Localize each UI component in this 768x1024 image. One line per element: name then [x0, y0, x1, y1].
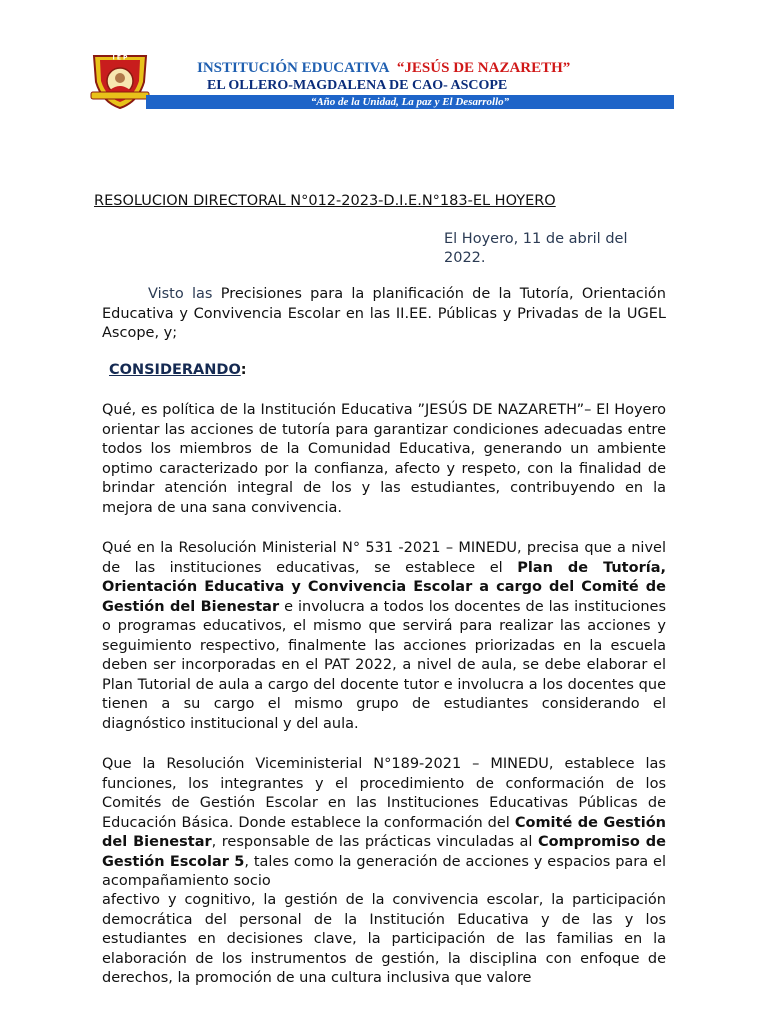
paragraph-3-continued: afectivo y cognitivo, la gestión de la convivencia escolar, la participación democrática del personal de la Institución Educativa y de las y los estudiantes en decisiones clave, la participación de las familias en la elaboración de los instrumentos de gestión, la disciplina con enfoque de derechos, la promoción de una cultura inclusiva que valore	[102, 892, 666, 986]
letterhead	[0, 0, 768, 120]
institution-prefix: INSTITUCIÓN EDUCATIVA	[197, 60, 390, 76]
school-crest-logo	[88, 52, 152, 110]
paragraph-3-bold-comite: Comité de Gestión del Bienestar	[102, 814, 666, 850]
paragraph-3-text-a: Que la Resolución Viceministerial N°189-2021 – MINEDU, establece las funciones, los integrantes y el procedimiento de conformación de los Comités de Gestión Escolar en las Instituciones Educativas Públicas de Educación Básica. Donde establece la conformación del	[102, 756, 666, 831]
visto-lead: Visto las	[148, 286, 213, 302]
visto-text: Precisiones para la planificación de la Tutoría, Orientación Educativa y Convivencia Escolar en las II.EE. Públicas y Privadas de la UGEL Ascope, y;	[102, 286, 666, 341]
institution-name: “JESÚS DE NAZARETH”	[396, 60, 571, 76]
paragraph-3-text-c: , responsable de las prácticas vinculadas al	[211, 834, 538, 850]
paragraph-3	[102, 755, 666, 892]
paragraph-2-bold-plan: Plan de Tutoría, Orientación Educativa y Convivencia Escolar a cargo del Comité de Gestión del Bienestar	[102, 559, 666, 615]
paragraph-3-bold-compromiso: Compromiso de Gestión Escolar 5	[102, 834, 666, 870]
considerando-heading	[109, 362, 247, 378]
considerando-label: CONSIDERANDO	[109, 362, 241, 378]
considerando-colon: :	[240, 362, 247, 378]
paragraph-1: Qué, es política de la Institución Educativa ”JESÚS DE NAZARETH”– El Hoyero orientar las acciones de tutoría para garantizar condiciones adecuadas entre todos los miembros de la Comunidad Educativa, generando un ambiente optimo caracterizado por la confianza, afecto y respeto, con la finalidad de brindar atención integral de los y las estudiantes, contribuyendo en la mejora de una sana convivencia.	[102, 402, 666, 516]
visto-paragraph	[102, 285, 666, 344]
paragraph-2-text-a: Qué en la Resolución Ministerial N° 531 -2021 – MINEDU, precisa que a nivel de las instituciones educativas, se establece el	[102, 540, 666, 576]
resolution-title: RESOLUCION DIRECTORAL N°012-2023-D.I.E.N°183-EL HOYERO	[94, 193, 556, 209]
motto-text: “Año de la Unidad, La paz y El Desarrollo”	[310, 96, 510, 108]
motto-banner	[146, 95, 674, 109]
paragraph-2	[102, 539, 666, 734]
document-date: El Hoyero, 11 de abril del 2022.	[444, 231, 628, 266]
institution-location: EL OLLERO-MAGDALENA DE CAO- ASCOPE	[207, 78, 508, 93]
paragraph-3-text-e: , tales como la generación de acciones y espacios para el acompañamiento socio	[102, 853, 666, 889]
paragraph-2-text-c: e involucra a todos los docentes de las instituciones o programas educativos, el mismo que servirá para realizar las acciones y seguimiento respectivo, finalmente las acciones priorizadas en la escuela deben ser incorporadas en el PAT 2022, a nivel de aula, se debe elaborar el Plan Tutorial de aula a cargo del docente tutor e involucra a los docentes que tienen a su cargo el mismo grupo de estudiantes considerando el diagnóstico institucional y del aula.	[102, 598, 666, 732]
crest-letters: I E P	[112, 54, 128, 62]
institution-title	[197, 60, 570, 77]
